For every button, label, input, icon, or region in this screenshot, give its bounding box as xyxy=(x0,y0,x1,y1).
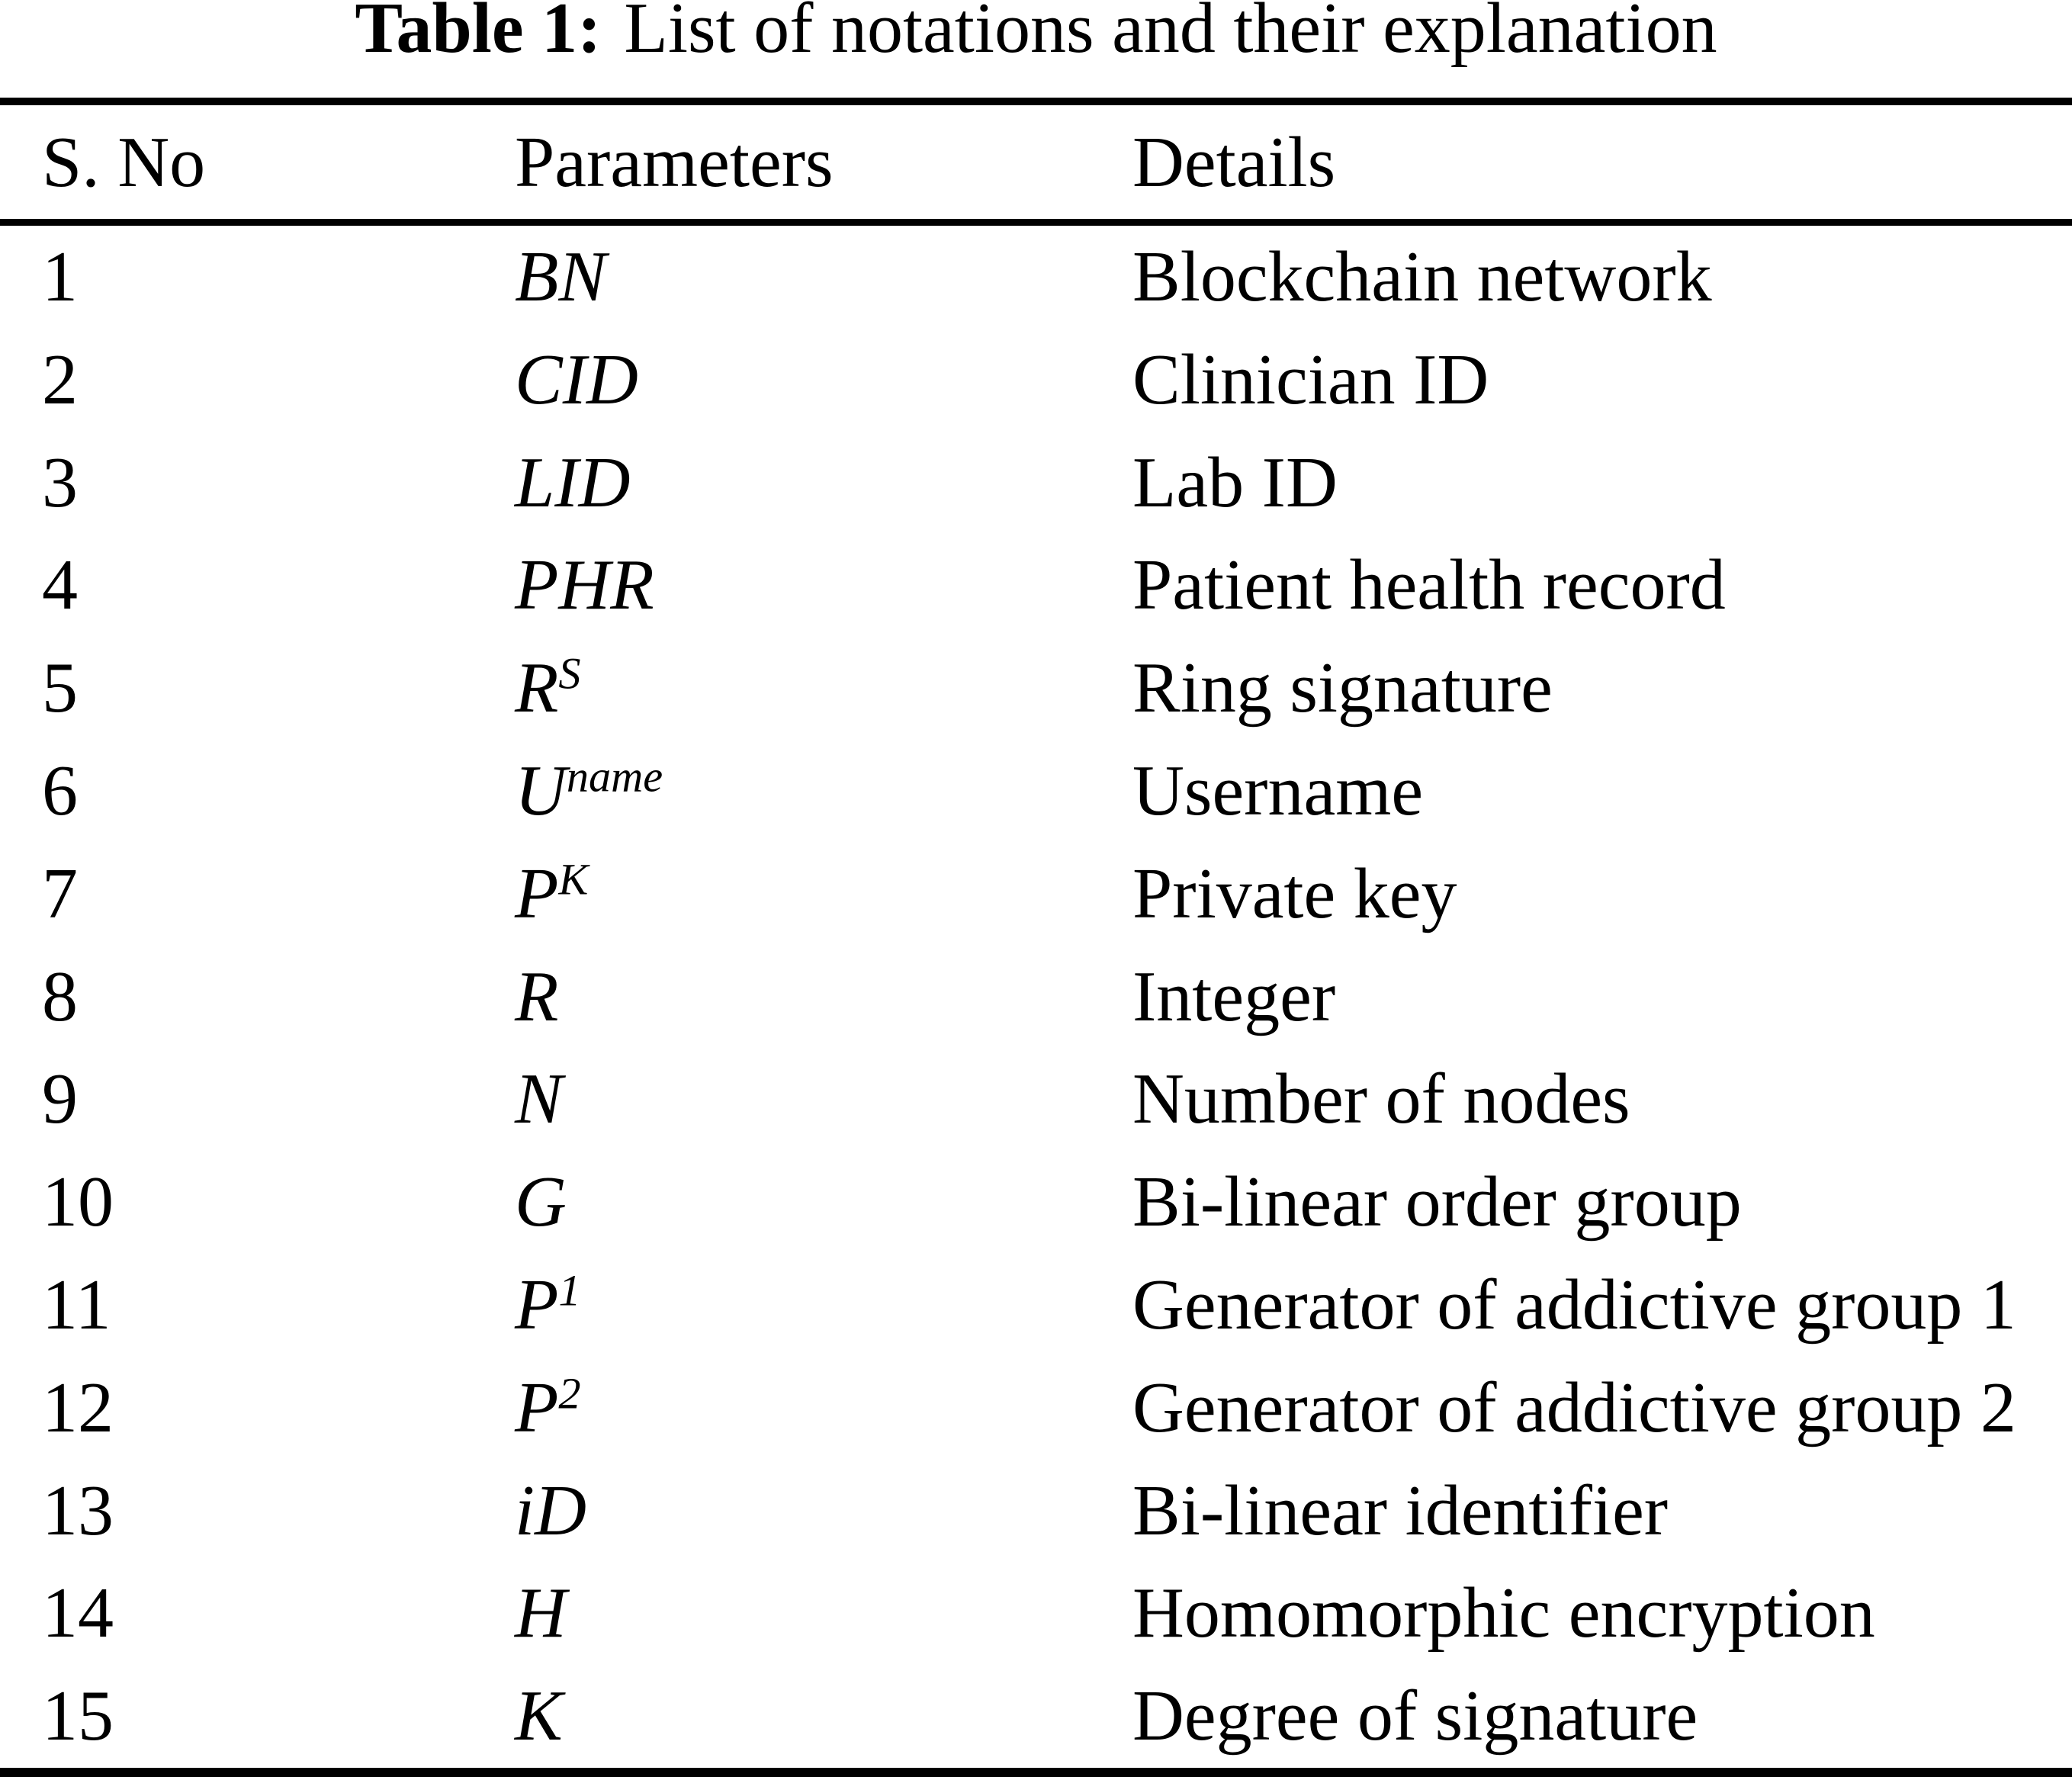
row-parameter xyxy=(515,329,638,432)
row-parameter xyxy=(515,432,630,535)
row-details: Private key xyxy=(1132,853,1457,933)
row-number: 7 xyxy=(42,853,78,933)
header-parameters: Parameters xyxy=(515,123,834,202)
row-number: 11 xyxy=(42,1264,111,1345)
table-row xyxy=(0,1151,2072,1254)
table-row xyxy=(0,226,2072,329)
table-caption xyxy=(0,0,2072,68)
parameter-symbol: LID xyxy=(515,442,631,522)
parameter-symbol: P xyxy=(515,1367,559,1447)
row-details: Bi-linear order group xyxy=(1132,1162,1742,1242)
row-number: 15 xyxy=(42,1676,114,1756)
parameter-symbol: R xyxy=(515,648,559,728)
top-rule xyxy=(0,98,2072,105)
row-parameter xyxy=(515,1460,586,1563)
parameter-symbol: H xyxy=(515,1573,567,1653)
parameter-superscript: name xyxy=(566,751,663,802)
row-parameter xyxy=(515,1254,581,1357)
row-details: Integer xyxy=(1132,956,1336,1036)
table-caption-text: List of notations and their explanation xyxy=(624,0,1717,68)
parameter-symbol: R xyxy=(515,956,559,1036)
parameter-superscript: 1 xyxy=(558,1265,581,1316)
row-number: 2 xyxy=(42,339,78,419)
row-number: 13 xyxy=(42,1470,114,1550)
table-caption-label: Table 1: xyxy=(355,0,602,68)
parameter-symbol: N xyxy=(515,1059,563,1139)
table-row xyxy=(0,432,2072,535)
row-parameter xyxy=(515,1665,563,1768)
row-number: 3 xyxy=(42,442,78,522)
row-number: 8 xyxy=(42,956,78,1036)
row-number: 5 xyxy=(42,648,78,728)
row-number: 10 xyxy=(42,1162,114,1242)
row-details: Homomorphic encryption xyxy=(1132,1573,1875,1653)
parameter-superscript: K xyxy=(558,854,589,904)
parameter-superscript: 2 xyxy=(558,1368,581,1419)
header-rule xyxy=(0,219,2072,226)
table-row xyxy=(0,1357,2072,1460)
table-row xyxy=(0,1665,2072,1768)
row-parameter xyxy=(515,740,663,843)
row-parameter xyxy=(515,946,558,1049)
table-row xyxy=(0,1048,2072,1151)
row-number: 6 xyxy=(42,750,78,831)
row-parameter xyxy=(515,1357,581,1460)
table-row xyxy=(0,740,2072,843)
header-sno: S. No xyxy=(42,123,206,202)
table-row xyxy=(0,1460,2072,1563)
parameter-symbol: K xyxy=(515,1676,563,1756)
parameter-symbol: P xyxy=(515,1264,559,1345)
row-details: Generator of addictive group 1 xyxy=(1132,1264,2016,1345)
row-number: 1 xyxy=(42,237,78,316)
row-parameter xyxy=(515,534,654,637)
row-parameter xyxy=(515,843,588,946)
row-details: Blockchain network xyxy=(1132,237,1712,316)
row-details: Patient health record xyxy=(1132,545,1726,625)
parameter-symbol: PHR xyxy=(515,545,654,625)
row-details: Number of nodes xyxy=(1132,1059,1630,1139)
row-number: 12 xyxy=(42,1367,114,1447)
table-row xyxy=(0,1254,2072,1357)
bottom-rule xyxy=(0,1768,2072,1777)
row-parameter xyxy=(515,1048,563,1151)
parameter-symbol: BN xyxy=(515,237,607,316)
table-row xyxy=(0,843,2072,946)
table-body xyxy=(0,226,2072,1768)
row-number: 14 xyxy=(42,1573,114,1653)
table-row xyxy=(0,637,2072,740)
table-row xyxy=(0,946,2072,1049)
row-details: Username xyxy=(1132,750,1424,831)
table-row xyxy=(0,1562,2072,1665)
row-parameter xyxy=(515,1151,567,1254)
header-details: Details xyxy=(1132,123,1336,202)
row-details: Bi-linear identifier xyxy=(1132,1470,1669,1550)
table-row xyxy=(0,329,2072,432)
parameter-symbol: U xyxy=(515,750,567,831)
row-parameter xyxy=(515,226,606,329)
row-details: Lab ID xyxy=(1132,442,1338,522)
parameter-symbol: CID xyxy=(515,339,638,419)
parameter-symbol: P xyxy=(515,853,559,933)
row-details: Clinician ID xyxy=(1132,339,1489,419)
row-number: 9 xyxy=(42,1059,78,1139)
row-parameter xyxy=(515,637,581,740)
header-row xyxy=(0,107,2072,219)
parameter-symbol: iD xyxy=(515,1470,586,1550)
row-details: Generator of addictive group 2 xyxy=(1132,1367,2016,1447)
table-row xyxy=(0,534,2072,637)
parameter-symbol: G xyxy=(515,1162,567,1242)
row-number: 4 xyxy=(42,545,78,625)
row-parameter xyxy=(515,1562,567,1665)
row-details: Degree of signature xyxy=(1132,1676,1698,1756)
parameter-superscript: S xyxy=(558,648,581,699)
row-details: Ring signature xyxy=(1132,648,1553,728)
